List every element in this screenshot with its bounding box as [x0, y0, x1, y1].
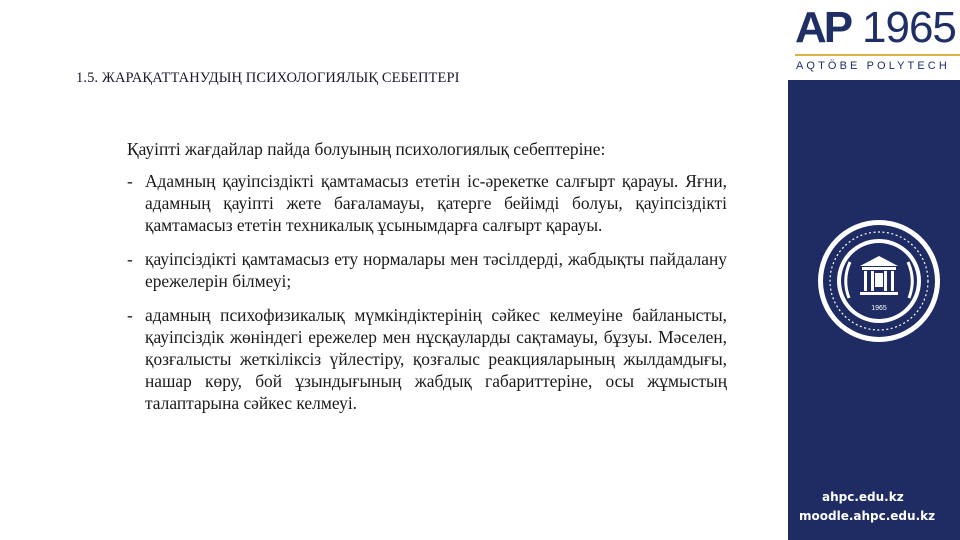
- bullet-item: [127, 304, 727, 414]
- slide-title: 1.5. ЖАРАҚАТТАНУДЫҢ ПСИХОЛОГИЯЛЫҚ СЕБЕПТЕРІ: [76, 70, 460, 86]
- logo-year: 1965: [862, 3, 956, 52]
- logo-subtitle: AQTÖBE POLYTECH: [796, 60, 950, 72]
- bullet-marker: -: [127, 305, 133, 325]
- bullet-text: адамның психофизикалық мүмкіндіктерінің сәйкес келмеуіне байланысты, қауіпсіздік жөніндегі ережелер мен нұсқауларды сақтамауы, бұзуы. Мәселен, қозғалысты жеткіліксіз үйлестіру, қозғалыс реакцияларының жылдамдығы, нашар көру, бой ұзындығының жабдық габариттеріне, осы жұмыстың талаптарына сәйкес келмеуі.: [145, 305, 727, 413]
- site-link[interactable]: ahpc.edu.kz: [822, 490, 904, 504]
- bullet-text: қауіпсіздікті қамтамасыз ету нормалары мен тәсілдерді, жабдықты пайдалану ережелерін білмеуі;: [145, 249, 727, 291]
- logo-divider: [795, 54, 960, 56]
- bullet-item: [127, 248, 727, 292]
- logo-letters: AP: [795, 3, 851, 52]
- slide-content: [127, 138, 727, 426]
- intro-text: Қауіпті жағдайлар пайда болуының психологиялық себептеріне:: [127, 139, 606, 159]
- seal-year: 1965: [871, 305, 887, 312]
- bullet-marker: -: [127, 249, 133, 269]
- bullet-text: Адамның қауіпсіздікті қамтамасыз ететін іс-әрекетке салғырт қарауы. Яғни, адамның қауіпті жете бағаламауы, қатерге бейімді болуы, қауіпсіздікті қамтамасыз ететін техникалық ұсынымдарға салғырт қарауы.: [145, 171, 727, 235]
- moodle-link[interactable]: moodle.ahpc.edu.kz: [799, 509, 936, 523]
- college-seal-icon: [816, 218, 942, 344]
- bullet-item: [127, 170, 727, 236]
- bullet-marker: -: [127, 171, 133, 191]
